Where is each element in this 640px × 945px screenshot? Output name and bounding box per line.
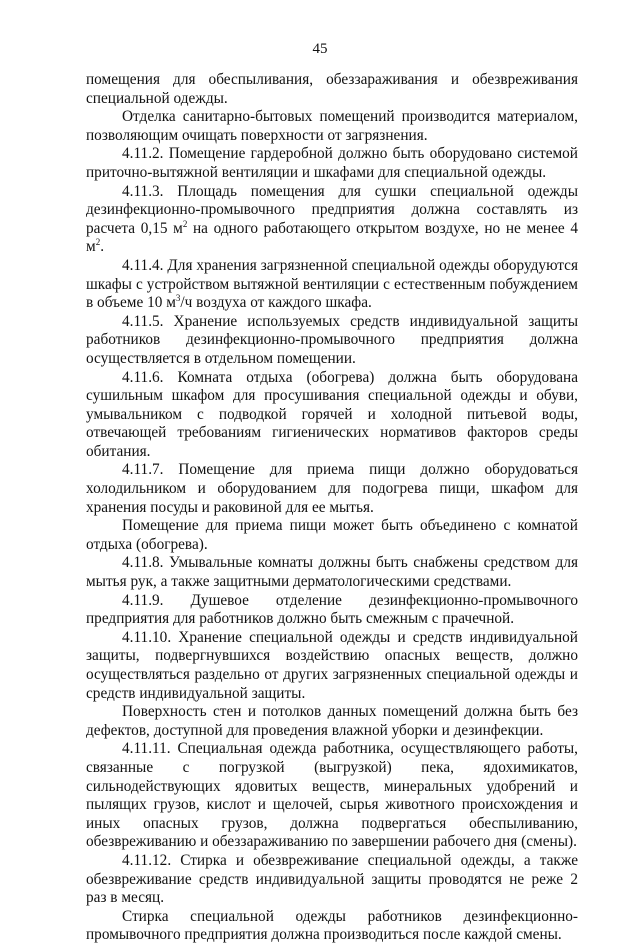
text-run: 4.11.9. Душевое отделение дезинфекционно-промывочного предприятия для работников должно быть смежным с прачечной. <box>86 591 578 628</box>
text-run: /ч воздуха от каждого шкафа. <box>180 294 372 312</box>
paragraph-p12 <box>86 703 578 740</box>
text-run: помещения для обеспыливания, обеззараживания и обезвреживания специальной одежды. <box>86 71 578 107</box>
paragraph-p15 <box>86 908 578 945</box>
paragraph-p14 <box>86 852 578 908</box>
paragraph-p7 <box>86 461 578 517</box>
text-run: 4.11.11. Специальная одежда работника, осуществляющего работы, связанные с погрузкой (выгрузкой) пека, ядохимикатов, сильнодействующих ядовитых веществ, минеральных удобрений и пылящих грузов, кислот и щелочей, сырья животного происхождения и иных опасных грузов, должна подвергаться обеспыливанию, обезвреживанию и обеззараживанию по завершении рабочего дня (смены). <box>86 740 578 851</box>
superscript: 3 <box>175 293 181 304</box>
paragraph-p0 <box>86 71 578 108</box>
paragraph-p1 <box>86 108 578 145</box>
paragraph-p11 <box>86 629 578 703</box>
text-run: Поверхность стен и потолков данных помещений должна быть без дефектов, доступной для проведения влажной уборки и дезинфекции. <box>86 703 578 739</box>
text-run: 4.11.5. Хранение используемых средств индивидуальной защиты работников дезинфекционно-промывочного предприятия должна осуществляется в отдельном помещении. <box>86 312 578 367</box>
text-run: 4.11.10. Хранение специальной одежды и средств индивидуальной защиты, подвергнувшихся воздействию опасных веществ, должно осуществляться раздельно от других загрязненных специальной одежды и средств индивидуальной защиты. <box>86 628 578 702</box>
paragraph-p5 <box>86 313 578 369</box>
paragraph-p8 <box>86 517 578 554</box>
text-run: 4.11.6. Комната отдыха (обогрева) должна быть оборудована сушильным шкафом для просушивания специальной одежды и обуви, умывальником с подводкой горячей и холодной питьевой воды, отвечающей требованиям гигиенических нормативов факторов среды обитания. <box>86 368 578 460</box>
text-run: 4.11.4. Для хранения загрязненной специальной одежды оборудуются шкафы с устройством вытяжной вентиляции с естественным побуждением в объеме 10 м <box>86 256 578 312</box>
paragraph-p10 <box>86 592 578 629</box>
text-run: Стирка специальной одежды работников дезинфекционно-промывочного предприятия должна производиться после каждой смены. <box>86 907 578 944</box>
text-run: 4.11.3. Площадь помещения для сушки специальной одежды дезинфекционно-промывочного предприятия должна составлять из расчета 0,15 м <box>86 182 578 237</box>
text-run: на одного работающего открытом воздухе, но не менее 4 м <box>86 219 578 256</box>
text-run: Помещение для приема пищи может быть объединено с комнатой отдыха (обогрева). <box>86 517 578 553</box>
text-run: 4.11.7. Помещение для приема пищи должно оборудоваться холодильником и оборудованием для подогрева пищи, шкафом для хранения посуды и раковиной для ее мытья. <box>86 461 578 516</box>
text-run: 4.11.12. Стирка и обезвреживание специальной одежды, а также обезвреживание средств индивидуальной защиты проводятся не реже 2 раз в месяц. <box>86 851 578 907</box>
document-body <box>86 71 578 945</box>
paragraph-p3 <box>86 183 578 257</box>
paragraph-p13 <box>86 740 578 852</box>
page-number: 45 <box>312 41 328 57</box>
superscript: 2 <box>95 237 101 248</box>
paragraph-p2 <box>86 145 578 182</box>
paragraph-p4 <box>86 257 578 313</box>
paragraph-p9 <box>86 554 578 591</box>
text-run: 4.11.8. Умывальные комнаты должны быть снабжены средством для мытья рук, а также защитными дерматологическими средствами. <box>86 554 578 591</box>
superscript: 2 <box>182 218 188 229</box>
text-run: 4.11.2. Помещение гардеробной должно быть оборудовано системой приточно-вытяжной вентиляции и шкафами для специальной одежды. <box>86 145 578 181</box>
text-run: Отделка санитарно-бытовых помещений производится материалом, позволяющим очищать поверхности от загрязнения. <box>86 108 578 144</box>
text-run: . <box>100 238 105 256</box>
paragraph-p6 <box>86 369 578 462</box>
